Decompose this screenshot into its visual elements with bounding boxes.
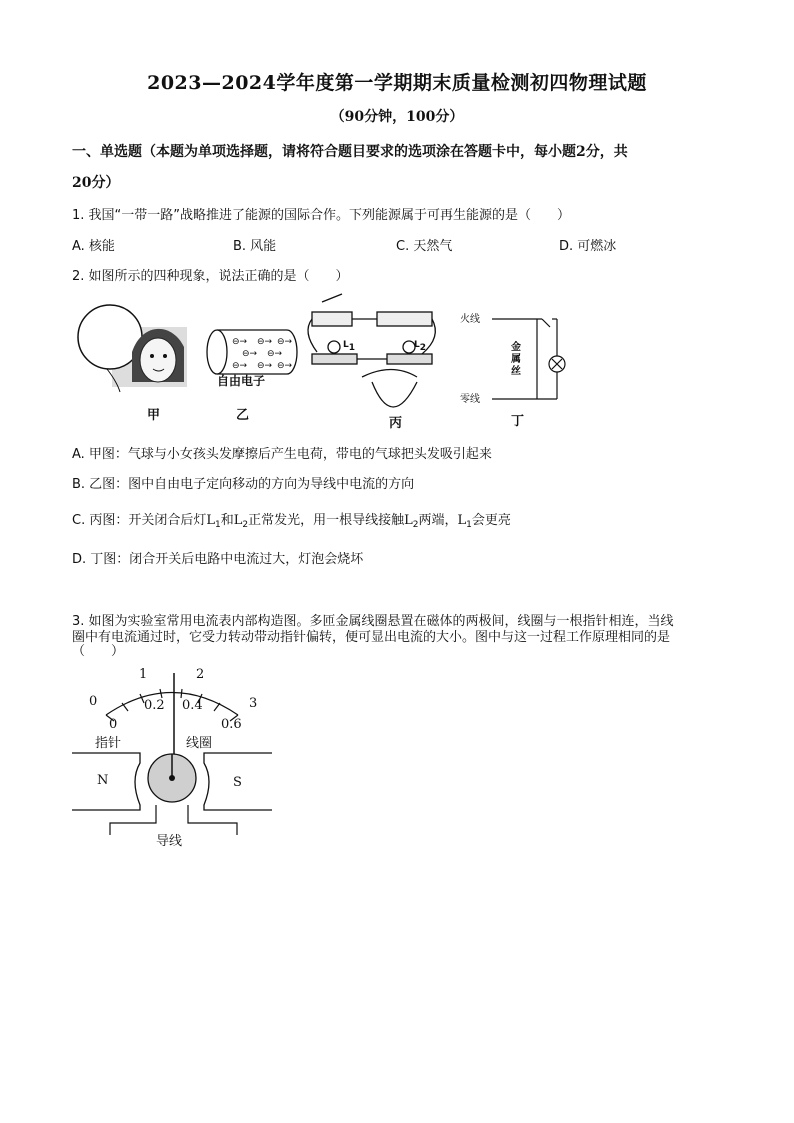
question-1-stem: 1. 我国“一带一路”战略推进了能源的国际合作。下列能源属于可再生能源的是（ ） — [72, 208, 571, 223]
free-electron-label: 自由电子 — [217, 374, 266, 388]
exam-duration-score: （90分钟，100分） — [330, 109, 464, 125]
scale-bottom-0: 0 — [109, 717, 118, 732]
svg-text:⊖→: ⊖→ — [257, 361, 273, 371]
scale-top-3: 3 — [249, 696, 258, 711]
svg-text:⊖→: ⊖→ — [232, 361, 248, 371]
north-pole-label: N — [97, 773, 109, 788]
scale-bottom-06: 0.6 — [221, 717, 242, 732]
page-title: 2023—2024学年度第一学期期末质量检测初四物理试题 — [147, 72, 647, 94]
scale-top-1: 1 — [139, 667, 148, 682]
question-3-stem: 3. 如图为实验室常用电流表内部构造图。多匝金属线圈悬置在磁体的两极间，线圈与一根指针相连，当线 — [72, 614, 674, 629]
coil-label: 线圈 — [186, 736, 213, 751]
wire-label: 导线 — [156, 834, 183, 849]
scale-top-0: 0 — [89, 694, 98, 709]
figure-ding-fuse-circuit — [492, 319, 565, 399]
svg-text:⊖→: ⊖→ — [242, 349, 258, 359]
figure-jia-balloon-girl — [78, 305, 187, 392]
l2-label: L2 — [414, 340, 427, 353]
section-heading: 一、单选题（本题为单项选择题，请将符合题目要求的选项涂在答题卡中，每小题2分，共 — [72, 144, 628, 160]
figure-label-yi: 乙 — [236, 408, 250, 423]
svg-text:⊖→: ⊖→ — [277, 337, 293, 347]
question-3-stem-cont: （ ） — [72, 644, 125, 659]
svg-text:⊖→: ⊖→ — [277, 361, 293, 371]
q1-option-c: C. 天然气 — [396, 239, 453, 254]
pointer-label: 指针 — [95, 736, 122, 751]
q2-option-c: C. 丙图：开关闭合后灯$L_1$和$L_2$正常发光，用一根导线接触$L_2$两端，$L_1$会更亮 — [72, 513, 511, 530]
live-wire-label: 火线 — [460, 314, 480, 325]
scale-top-2: 2 — [196, 667, 205, 682]
q2-option-b: B. 乙图：图中自由电子定向移动的方向为导线中电流的方向 — [72, 477, 415, 492]
figure-label-ding: 丁 — [511, 414, 525, 429]
q1-option-b: B. 风能 — [233, 239, 277, 254]
svg-text:⊖→: ⊖→ — [257, 337, 273, 347]
neutral-wire-label: 零线 — [460, 394, 480, 405]
south-pole-label: S — [233, 775, 242, 790]
figure-label-jia: 甲 — [147, 408, 161, 423]
q1-option-d: D. 可燃冰 — [559, 239, 617, 254]
figure-label-bing: 丙 — [389, 416, 403, 431]
scale-bottom-02: 0.2 — [144, 698, 165, 713]
svg-text:⊖→: ⊖→ — [267, 349, 283, 359]
l1-label: L1 — [343, 340, 356, 353]
section-heading-cont: 20分） — [72, 175, 120, 191]
metal-wire-label: 金 属 丝 — [511, 342, 521, 377]
q2-option-d: D. 丁图：闭合开关后电路中电流过大，灯泡会烧坏 — [72, 552, 364, 567]
q2-option-a: A. 甲图：气球与小女孩头发摩擦后产生电荷，带电的气球把头发吸引起来 — [72, 447, 492, 462]
question-3-stem-line2: 圈中有电流通过时，它受力转动带动指针偏转，便可显出电流的大小。图中与这一过程工作原理相同的是 — [72, 630, 671, 645]
svg-text:⊖→: ⊖→ — [232, 337, 248, 347]
ammeter-diagram — [72, 665, 282, 850]
figure-yi-free-electrons — [207, 330, 297, 374]
question-2-stem: 2. 如图所示的四种现象，说法正确的是（ ） — [72, 269, 349, 284]
scale-bottom-04: 0.4 — [182, 698, 203, 713]
q1-option-a: A. 核能 — [72, 239, 115, 254]
